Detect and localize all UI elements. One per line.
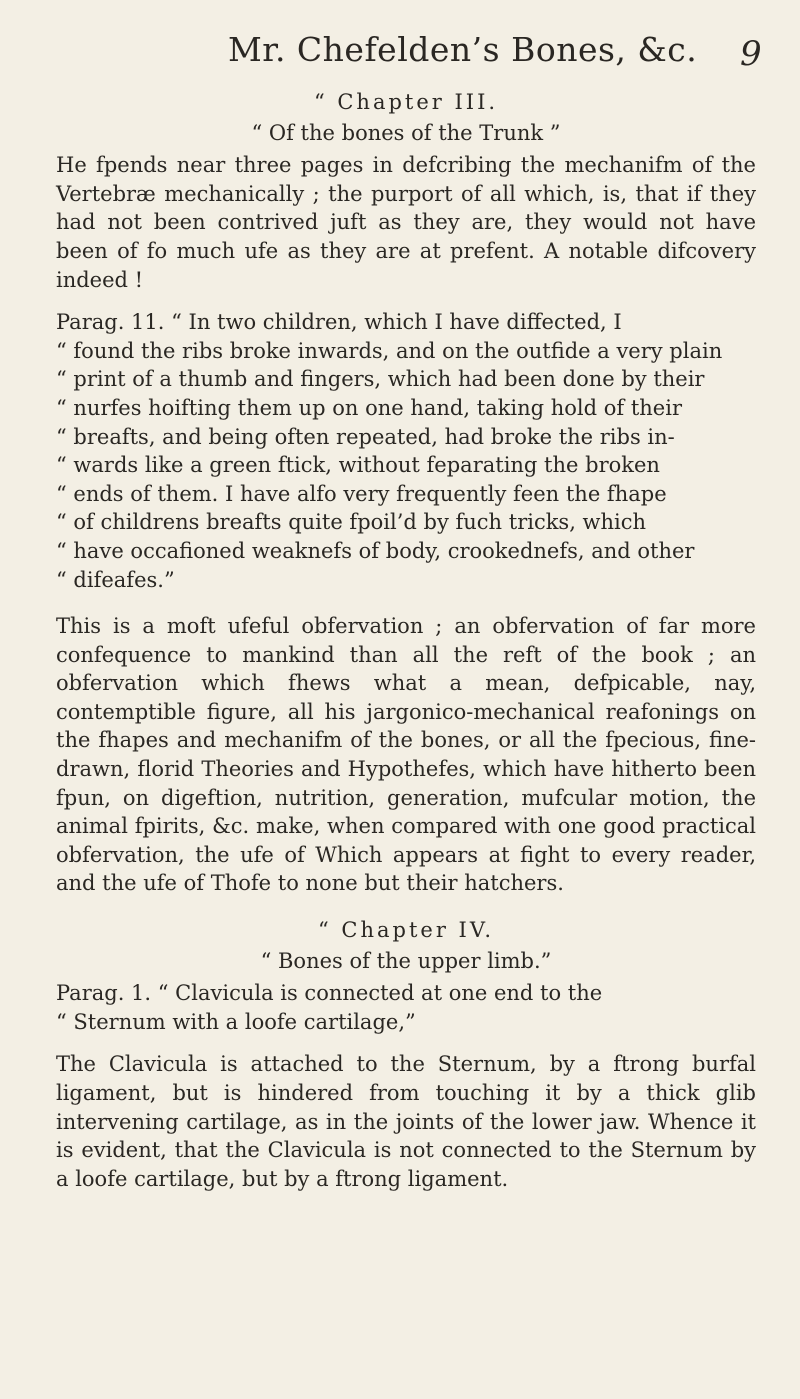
chapter-4-paragraph-1: The Clavicula is attached to the Sternum, by a ftrong burfal ligament, but is hindered from touching it by a thick glib intervening cartilage, as in the joints of the lower jaw. Whence it is evident, that the Clavicula is not connected to the Sternum by a loofe cartilage, but by a ftrong ligament. (56, 1052, 756, 1191)
quote-line: Parag. 11. “ In two children, which I have diffected, I (56, 310, 622, 335)
chapter-4-quotation (56, 979, 756, 1036)
page-number: 9 (740, 34, 762, 74)
quote-line: “ Sternum with a loofe cartilage,” (56, 1009, 416, 1034)
quote-line: “ wards like a green ftick, without feparating the broken (56, 453, 660, 478)
chapter-4-heading: “ Chapter IV. (317, 918, 494, 943)
quote-line: “ found the ribs broke inwards, and on the outfide a very plain (56, 338, 723, 363)
chapter-3-quotation (56, 308, 756, 594)
quote-line: Parag. 1. “ Clavicula is connected at one end to the (56, 981, 603, 1006)
quote-line: “ nurfes hoifting them up on one hand, taking hold of their (56, 395, 682, 420)
quote-line: “ difeafes.” (56, 567, 175, 592)
running-head (0, 30, 800, 74)
body-text (56, 88, 756, 1193)
running-title: Mr. Chefelden’s Bones, &c. (228, 30, 698, 69)
quote-line: “ ends of them. I have alfo very frequently feen the fhape (56, 481, 667, 506)
quote-line: “ breafts, and being often repeated, had broke the ribs in- (56, 424, 675, 449)
quote-line: “ of childrens breafts quite fpoil’d by fuch tricks, which (56, 510, 647, 535)
chapter-3-paragraph-2: This is a moft ufeful obfervation ; an obfervation of far more confequence to mankind than all the reft of the book ; an obfervation which fhews what a mean, defpicable, nay, contemptible figure, all his jargonico-mechanical reafonings on the fhapes and mechanifm of the bones, or all the fpecious, fine-drawn, florid Theories and Hypothefes, which have hitherto been fpun, on digeftion, nutrition, generation, mufcular motion, the animal fpirits, &c. make, when compared with one good practical obfervation, the ufe of Which appears at fight to every reader, and the ufe of Thofe to none but their hatchers. (56, 614, 756, 896)
chapter-3-heading: “ Chapter III. (313, 90, 499, 114)
quote-line: “ print of a thumb and fingers, which had been done by their (56, 367, 705, 392)
chapter-3-paragraph-1: He fpends near three pages in defcribing the mechanifm of the Vertebræ mechanically ; the purport of all which, is, that if they had not been contrived juft as they are, they would not have been of fo much ufe as they are at prefent. A notable difcovery indeed ! (56, 153, 756, 292)
chapter-3-subheading: “ Of the bones of the Trunk ” (251, 120, 561, 145)
quote-line: “ have occafioned weaknefs of body, crookednefs, and other (56, 538, 695, 563)
chapter-4-subheading: “ Bones of the upper limb.” (260, 948, 552, 973)
